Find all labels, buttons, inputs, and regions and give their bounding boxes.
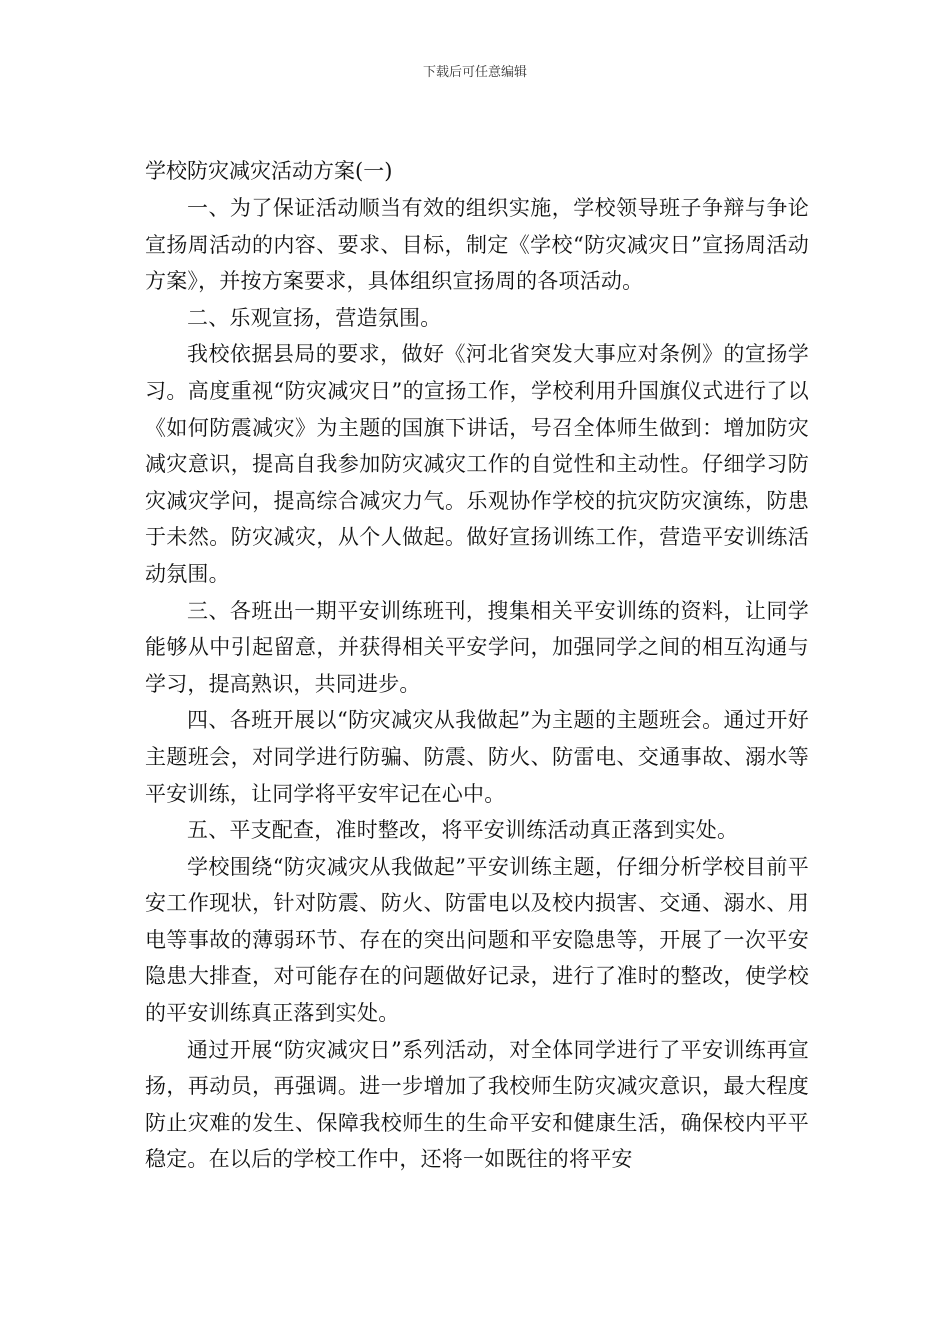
document-body [145,152,809,1178]
paragraph-2: 二、乐观宣扬，营造氛围。 [187,305,442,330]
paragraph-6: 五、平支配查，准时整改，将平安训练活动真正落到实处。 [187,818,739,843]
paragraph-5: 四、各班开展以“防灾减灾从我做起”为主题的主题班会。通过开好主题班会，对同学进行防骗、防震、防火、防雷电、交通事故、溺水等平安训练，让同学将平安牢记在心中。 [145,708,809,806]
paragraph-4: 三、各班出一期平安训练班刊，搜集相关平安训练的资料，让同学能够从中引起留意，并获得相关平安学问，加强同学之间的相互沟通与学习，提高熟识，共同进步。 [145,598,809,696]
header-text: 下载后可任意编辑 [422,65,527,80]
page-header [0,64,950,82]
paragraph-7: 学校围绕“防灾减灾从我做起”平安训练主题，仔细分析学校目前平安工作现状，针对防震、防火、防雷电以及校内损害、交通、溺水、用电等事故的薄弱环节、存在的突出问题和平安隐患等，开展了一次平安隐患大排查，对可能存在的问题做好记录，进行了准时的整改，使学校的平安训练真正落到实处。 [145,854,809,1026]
paragraph-8: 通过开展“防灾减灾日”系列活动，对全体同学进行了平安训练再宣扬，再动员，再强调。进一步增加了我校师生防灾减灾意识，最大程度防止灾难的发生、保障我校师生的生命平安和健康生活，确保校内平平稳定。在以后的学校工作中，还将一如既往的将平安 [145,1037,809,1172]
document-title: 学校防灾减灾活动方案(一) [145,159,393,183]
paragraph-3: 我校依据县局的要求，做好《河北省突发大事应对条例》的宣扬学习。高度重视“防灾减灾日”的宣扬工作，学校利用升国旗仪式进行了以《如何防震减灾》为主题的国旗下讲话，号召全体师生做到：增加防灾减灾意识，提高自我参加防灾减灾工作的自觉性和主动性。仔细学习防灾减灾学问，提高综合减灾力气。乐观协作学校的抗灾防灾演练，防患于未然。防灾减灾，从个人做起。做好宣扬训练工作，营造平安训练活动氛围。 [145,342,809,586]
paragraph-1: 一、为了保证活动顺当有效的组织实施，学校领导班子争辩与争论宣扬周活动的内容、要求、目标，制定《学校“防灾减灾日”宣扬周活动方案》，并按方案要求，具体组织宣扬周的各项活动。 [145,196,809,294]
